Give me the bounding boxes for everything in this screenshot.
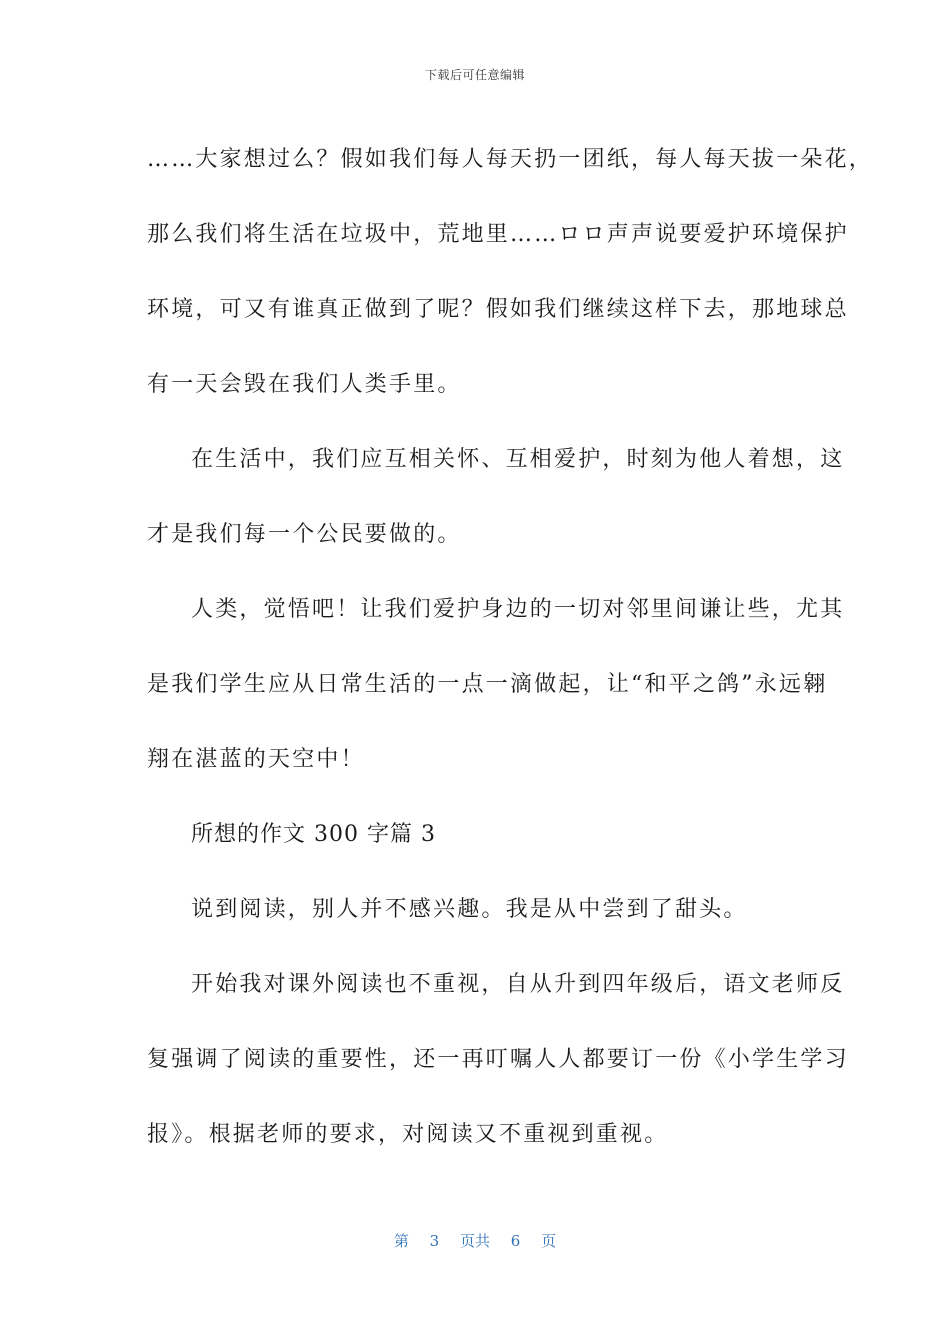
current-page-number: 3 [429, 1232, 440, 1250]
page-header: 下载后可任意编辑 [424, 68, 525, 82]
text-line-14: 报》。根据老师的要求，对阅读又不重视到重视。 [147, 1122, 669, 1147]
text-line-7: 人类，觉悟吧！让我们爱护身边的一切对邻里间谦让些，尤其 [191, 597, 845, 622]
text-line-11: 说到阅读，别人并不感兴趣。我是从中尝到了甜头。 [191, 897, 748, 922]
text-line-5: 在生活中，我们应互相关怀、互相爱护，时刻为他人着想，这 [191, 447, 845, 472]
text-line-4: 有一天会毁在我们人类手里。 [147, 372, 462, 397]
page-footer [0, 1230, 950, 1251]
footer-suffix: 页 [541, 1232, 557, 1250]
text-line-9: 翔在湛蓝的天空中！ [147, 747, 365, 772]
text-line-8: 是我们学生应从日常生活的一点一滴做起，让“和平之鸽”永远翱 [147, 672, 828, 697]
total-page-count: 6 [510, 1232, 521, 1250]
footer-prefix: 第 [393, 1232, 409, 1250]
section-heading: 所想的作文 300 字篇 3 [191, 822, 436, 847]
footer-middle: 页共 [459, 1232, 490, 1250]
text-line-12: 开始我对课外阅读也不重视，自从升到四年级后，语文老师反 [191, 972, 845, 997]
document-body [147, 122, 874, 1172]
text-line-13: 复强调了阅读的重要性，还一再叮嘱人人都要订一份《小学生学习 [147, 1047, 849, 1072]
text-line-1: ……大家想过么？假如我们每人每天扔一团纸，每人每天拔一朵花， [147, 147, 874, 172]
text-line-6: 才是我们每一个公民要做的。 [147, 522, 462, 547]
text-line-3: 环境，可又有谁真正做到了呢？假如我们继续这样下去，那地球总 [147, 297, 849, 322]
text-line-2: 那么我们将生活在垃圾中，荒地里……ロロ声声说要爱护环境保护 [147, 222, 849, 247]
